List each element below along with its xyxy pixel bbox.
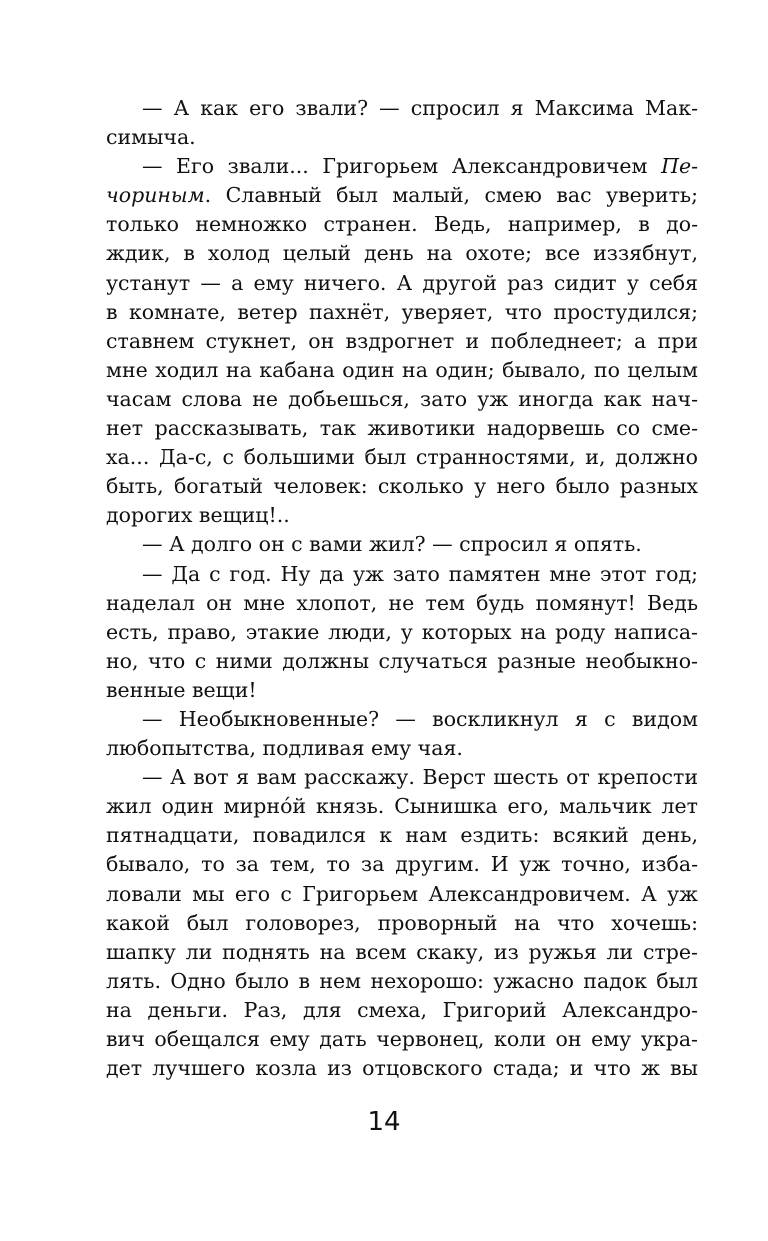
text-line: ловали мы его с Григорьем Александровичем. А уж (106, 881, 698, 906)
text-line: часам слова не добьешься, зато уж иногда как нач- (106, 386, 698, 411)
italic-name: чориным (106, 183, 205, 208)
text-line: симыча. (106, 125, 196, 150)
text-line: жил один мирно́й князь. Сынишка его, мальчик лет (106, 794, 698, 819)
text-line: — Да с год. Ну да уж зато памятен мне этот год; (142, 561, 698, 586)
text-line: дет лучшего козла из отцовского стада; и что ж вы (106, 1056, 698, 1081)
text-line: пятнадцати, повадился к нам ездить: всякий день, (106, 823, 698, 848)
text-line: нет рассказывать, так животики надорвешь со сме- (106, 416, 698, 441)
text-line: есть, право, этакие люди, у которых на роду написа- (106, 619, 698, 644)
text-line: бывало, то за тем, то за другим. И уж точно, изба- (106, 852, 698, 877)
text-line: венные вещи! (106, 677, 257, 702)
page-number: 14 (367, 1107, 401, 1137)
text-line: но, что с ними должны случаться разные необыкно- (106, 648, 698, 673)
text-line: ха... Да-с, с большими был странностями, и, должно (106, 445, 698, 470)
text-line: только немножко странен. Ведь, например, в до- (106, 212, 698, 237)
text-line: — А как его звали? — спросил я Максима Мак- (142, 96, 698, 120)
text-line: ставнем стукнет, он вздрогнет и побледнеет; а при (106, 328, 698, 353)
text-line: вич обещался ему дать червонец, коли он ему укра- (106, 1027, 698, 1051)
text-line: — Его звали... Григорьем Александровичем Пе- (142, 154, 698, 179)
text-line: — А долго он с вами жил? — спросил я опять. (142, 532, 642, 557)
text-line: ждик, в холод целый день на охоте; все иззябнут, (106, 241, 698, 266)
text-line: мне ходил на кабана один на один; бывало, по целым (106, 357, 698, 382)
text-line: какой был головорез, проворный на что хочешь: (106, 910, 698, 935)
text-line: чориным. Славный был малый, смею вас уверить; (106, 183, 698, 208)
italic-name: Пе- (661, 154, 698, 179)
body-text (106, 94, 698, 1083)
text-line: наделал он мне хлопот, не тем будь помянут! Ведь (106, 590, 698, 615)
text-line: на деньги. Раз, для смеха, Григорий Александро- (106, 997, 698, 1022)
text-line: — Необыкновенные? — воскликнул я с видом (142, 706, 698, 731)
text-line: шапку ли поднять на всем скаку, из ружья ли стре- (106, 939, 698, 964)
text-line: быть, богатый человек: сколько у него было разных (106, 474, 698, 499)
text-line: любопытства, подливая ему чая. (106, 736, 463, 761)
text-line: в комнате, ветер пахнёт, уверяет, что простудился; (106, 299, 698, 324)
text-line: — А вот я вам расскажу. Верст шесть от крепости (142, 765, 698, 790)
text-line: лять. Одно было в нем нехорошо: ужасно падок был (106, 968, 698, 993)
text-line: дорогих вещиц!.. (106, 503, 290, 528)
text-line: устанут — а ему ничего. А другой раз сидит у себя (106, 270, 698, 295)
